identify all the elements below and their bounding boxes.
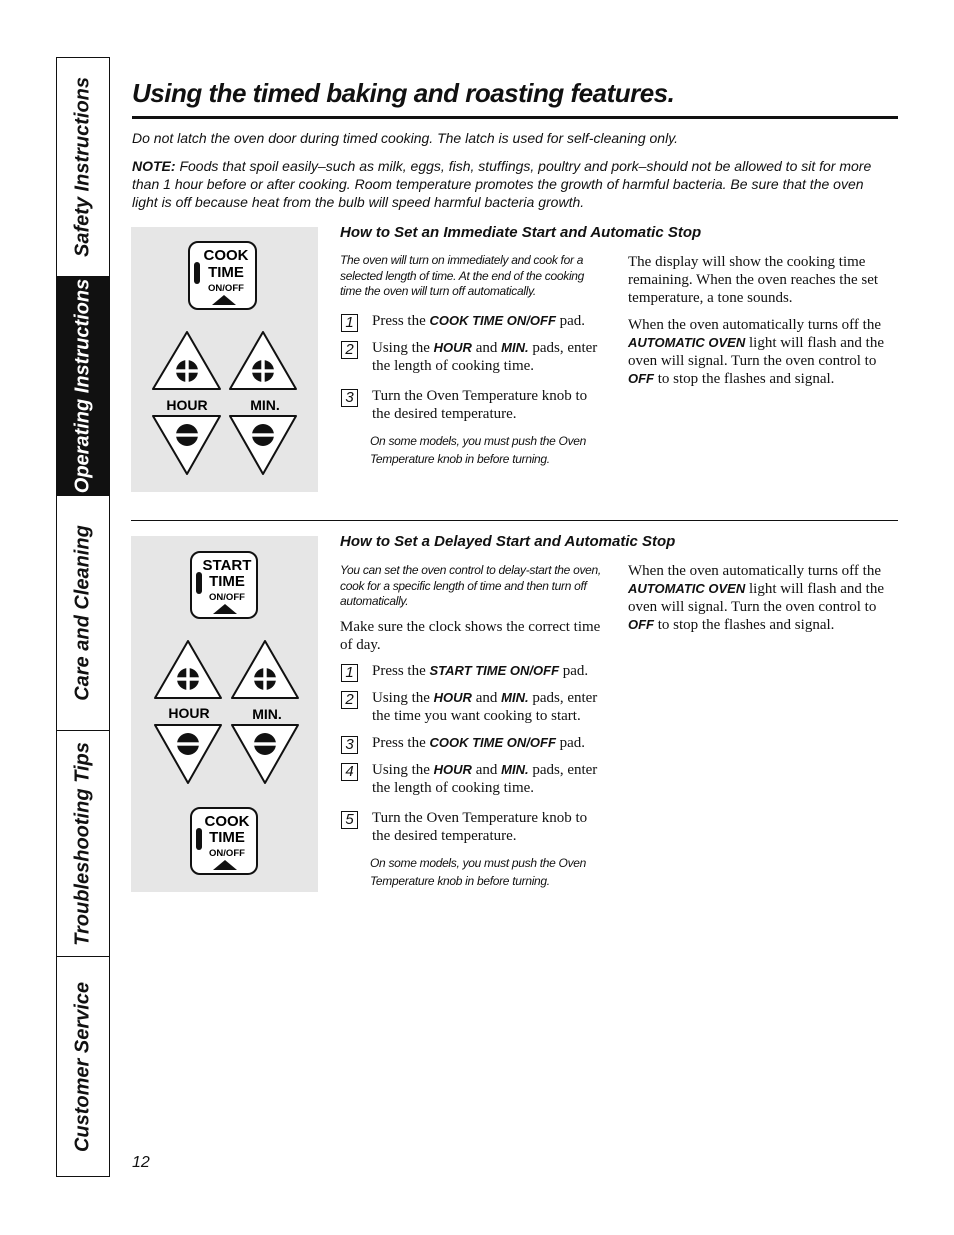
keypad-illustration (131, 227, 318, 492)
cook-label: COOK (204, 813, 250, 830)
time-label: TIME (209, 829, 245, 846)
step-number: 5 (341, 811, 358, 829)
section2-lead: You can set the oven control to delay-start the oven, cook for a specific length of time and then turn off automatically. (340, 563, 601, 608)
on-off-label: ON/OFF (209, 592, 245, 603)
section1-heading: How to Set an Immediate Start and Automatic Stop (340, 224, 702, 241)
step-number: 4 (341, 763, 358, 781)
section1-note: On some models, you must push the Oven Temperature knob in before turning. (370, 433, 587, 466)
hour-minus-pad (155, 725, 221, 783)
page-number: 12 (132, 1154, 150, 1171)
min-plus-pad (230, 332, 296, 389)
section1-right-p1: The display will show the cooking time remaining. When the oven reaches the set temperature, a tone sounds. (628, 254, 879, 306)
keypad-panel-immediate (131, 227, 318, 492)
min-label: MIN. (250, 397, 280, 413)
step-item: 3 Turn the Oven Temperature knob to the desired temperature. (340, 387, 608, 423)
step-number: 3 (341, 736, 358, 754)
hour-plus-pad (153, 332, 220, 389)
cook-time-pad (191, 808, 257, 874)
section-divider (131, 520, 898, 521)
hour-plus-pad (155, 641, 221, 698)
section2-right-p1: When the oven automatically turns off the AUTOMATIC OVEN light will flash and the oven will signal. Turn the oven control to OFF to stop the flashes and signal. (628, 563, 884, 633)
time-label: TIME (209, 573, 245, 590)
min-plus-pad (232, 641, 298, 698)
step-number: 1 (341, 314, 358, 332)
title-rule (132, 116, 898, 119)
intro-text: Do not latch the oven door during timed cooking. The latch is used for self-cleaning only. (132, 130, 679, 146)
note-text: Foods that spoil easily–such as milk, eggs, fish, stuffings, poultry and pork–should not be allowed to sit for more than 1 hour before or after cooking. Room temperature promotes the growth of harmful bacteria. Be sure that the oven light is off because heat from the bulb will speed harmful bacteria growth. (132, 158, 872, 210)
note-label: NOTE: (132, 158, 176, 174)
step-item: 1 Press the COOK TIME ON/OFF pad. (340, 312, 608, 330)
hour-label: HOUR (168, 705, 210, 721)
tab-label: Care and Cleaning (71, 525, 94, 701)
step-number: 3 (341, 389, 358, 407)
section2-body: Make sure the clock shows the correct time of day. (340, 618, 601, 653)
hour-minus-pad (153, 416, 220, 474)
keypad-illustration (131, 536, 318, 892)
section2-right-column (628, 562, 888, 643)
tab-label: Customer Service (71, 981, 94, 1152)
tab-label: Operating Instructions (71, 278, 94, 494)
tab-customer-service[interactable] (57, 957, 109, 1176)
tab-label: Troubleshooting Tips (71, 741, 94, 946)
section1-right-p2: When the oven automatically turns off the AUTOMATIC OVEN light will flash and the oven will signal. Turn the oven control to OFF to stop the flashes and signal. (628, 317, 884, 387)
cook-label: COOK (203, 247, 249, 264)
tab-label: Safety Instructions (71, 76, 94, 258)
note-paragraph (132, 157, 892, 211)
min-label: MIN. (252, 706, 282, 722)
tab-care-and-cleaning[interactable] (57, 496, 109, 731)
tab-operating-instructions[interactable] (57, 277, 109, 496)
section1-right-column (628, 253, 888, 397)
step-number: 2 (341, 691, 358, 709)
section2-note: On some models, you must push the Oven Temperature knob in before turning. (370, 855, 587, 888)
step-item: 3 Press the COOK TIME ON/OFF pad. (340, 734, 608, 752)
tab-troubleshooting-tips[interactable] (57, 731, 109, 957)
tab-safety-instructions[interactable] (57, 58, 109, 277)
step-number: 1 (341, 664, 358, 682)
cook-time-pad (189, 242, 256, 309)
section1-lead: The oven will turn on immediately and cook for a selected length of time. At the end of the cooking time the oven will turn off automatically. (340, 253, 585, 298)
section2-left-column (340, 563, 608, 890)
step-number: 2 (341, 341, 358, 359)
on-off-label: ON/OFF (209, 848, 245, 859)
start-time-pad (191, 552, 257, 618)
step-item: 4 Using the HOUR and MIN. pads, enter the length of cooking time. (340, 761, 608, 797)
step-item: 5 Turn the Oven Temperature knob to the desired temperature. (340, 809, 608, 845)
hour-label: HOUR (166, 397, 208, 413)
section2-heading: How to Set a Delayed Start and Automatic Stop (340, 533, 676, 550)
sidebar-tabs (56, 57, 110, 1177)
step-item: 2 Using the HOUR and MIN. pads, enter the length of cooking time. (340, 339, 608, 375)
step-item: 1 Press the START TIME ON/OFF pad. (340, 662, 608, 680)
page-title: Using the timed baking and roasting features. (132, 78, 675, 108)
start-label: START (202, 557, 252, 574)
time-label: TIME (208, 264, 244, 281)
min-minus-pad (230, 416, 296, 474)
keypad-panel-delayed (131, 536, 318, 892)
section1-left-column (340, 253, 608, 468)
step-item: 2 Using the HOUR and MIN. pads, enter the time you want cooking to start. (340, 689, 608, 725)
min-minus-pad (232, 725, 298, 783)
on-off-label: ON/OFF (208, 283, 244, 294)
